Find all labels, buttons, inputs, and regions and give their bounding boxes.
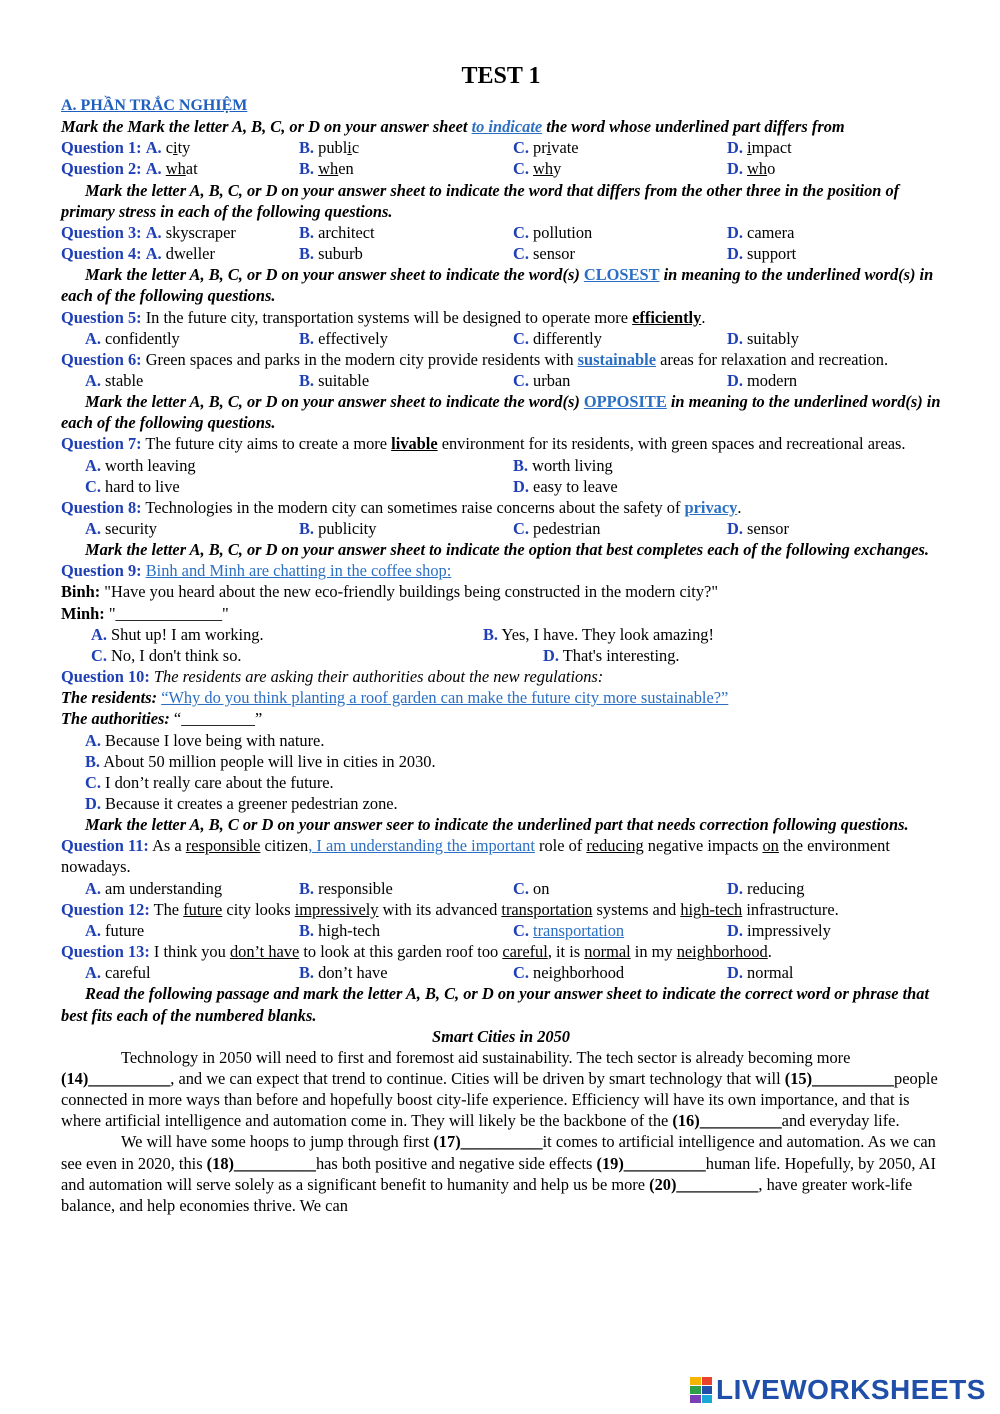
option-b[interactable]: B. responsible (299, 878, 393, 898)
option-b[interactable]: B. don’t have (299, 963, 388, 983)
option-a[interactable]: A. security (85, 519, 157, 538)
question-13: Question 13: I think you don’t have to look at this garden roof too careful, it is normal in my neighborhood. (61, 942, 772, 962)
question-9-options-1 (61, 624, 941, 645)
blank-19[interactable]: (19)__________ (596, 1153, 706, 1173)
question-2: Question 2: A. what B. when C. why D. who (61, 159, 776, 179)
question-11: Question 11: As a responsible citizen, I am understanding the important role of reducing negative impacts on the environment nowadays. (61, 836, 890, 877)
question-7: Question 7: The future city aims to create a more livable environment for its residents, with green spaces and recreational areas. (61, 434, 906, 454)
liveworksheets-logo-text: LIVEWORKSHEETS (716, 1374, 986, 1405)
option-a[interactable]: A. Shut up! I am working. (91, 624, 264, 644)
blank-17[interactable]: (17)__________ (433, 1132, 543, 1152)
option-b[interactable]: B. when (299, 159, 354, 179)
instruction-pronunciation: Mark the Mark the letter A, B, C, or D on your answer sheet to indicate the word whose underlined part differs from (61, 117, 845, 137)
question-11-options (61, 878, 941, 899)
question-12: Question 12: The future city looks impressively with its advanced transportation systems and high-tech infrastructure. (61, 899, 839, 919)
option-d[interactable]: D. who (727, 159, 776, 179)
liveworksheets-logo[interactable] (690, 1374, 986, 1406)
option-b[interactable]: B. suburb (299, 244, 363, 264)
dialogue-line-binh: Binh: "Have you heard about the new eco-friendly buildings being constructed in the modern city?" (61, 582, 719, 602)
question-4: Question 4: A. dweller B. suburb C. sensor D. support (61, 244, 797, 264)
option-c[interactable]: C. private (513, 138, 579, 158)
instruction-passage: Read the following passage and mark the letter A, B, C, or D on your answer sheet to indicate the correct word or phrase that best fits each of the numbered blanks. (61, 984, 930, 1025)
option-c[interactable]: C. sensor (513, 244, 575, 264)
instruction-opposite: Mark the letter A, B, C, or D on your answer sheet to indicate the word(s) OPPOSITE in meaning to the underlined word(s) in each of the following questions. (61, 392, 941, 433)
dialogue-line-authorities: The authorities: “_________” (61, 709, 263, 729)
option-c[interactable]: C. transportation (513, 920, 625, 940)
question-9: Question 9: Binh and Minh are chatting in the coffee shop: (61, 561, 452, 581)
option-b[interactable]: B. high-tech (299, 920, 381, 940)
worksheet-page (61, 58, 941, 1216)
passage-paragraph-1: Technology in 2050 will need to first and foremost aid sustainability. The tech sector is already becoming more (14)__________, and we can expect that trend to continue. Cities will be driven by smart technology that will (15)__________people connected in more ways than before and hopefully boost city-life experience. Efficiency will have its own importance, and that is where artificial intelligence and automation come in. They will likely be the backbone of the (16)__________and everyday life. (61, 1047, 938, 1131)
question-7-options-1 (61, 455, 941, 476)
option-b[interactable]: B. worth living (513, 455, 613, 475)
option-c[interactable]: C. on (513, 878, 550, 898)
option-c[interactable]: C. hard to live (85, 476, 180, 496)
instruction-correction: Mark the letter A, B, C or D on your answer seer to indicate the underlined part that needs correction following questions. (85, 815, 909, 835)
blank-20[interactable]: (20)__________ (649, 1174, 759, 1194)
option-d[interactable]: D. suitably (727, 328, 799, 348)
option-d[interactable]: D. That's interesting. (543, 645, 680, 665)
option-b[interactable]: B. About 50 million people will live in cities in 2030. (85, 751, 436, 771)
instruction-stress: Mark the letter A, B, C, or D on your answer sheet to indicate the word that differs from the other three in the position of primary stress in each of the following questions. (61, 180, 900, 221)
option-a[interactable]: A. worth leaving (85, 455, 196, 475)
question-12-options (61, 920, 941, 941)
option-b[interactable]: B. public (299, 138, 360, 158)
option-a[interactable]: A. Because I love being with nature. (85, 730, 325, 750)
question-6-options (61, 370, 941, 391)
instruction-exchanges: Mark the letter A, B, C, or D on your answer sheet to indicate the option that best completes each of the following exchanges. (85, 540, 929, 560)
question-3: Question 3: A. skyscraper B. architect C. pollution D. camera (61, 222, 795, 242)
question-9-options-2 (61, 645, 941, 666)
blank-14[interactable]: (14)__________ (61, 1068, 171, 1088)
question-8-options (61, 518, 941, 539)
option-b[interactable]: B. Yes, I have. They look amazing! (483, 624, 714, 644)
question-7-options-2 (61, 476, 941, 497)
liveworksheets-logo-icon (690, 1377, 712, 1403)
question-8: Question 8: Technologies in the modern city can sometimes raise concerns about the safety of privacy. (61, 497, 742, 517)
option-b[interactable]: B. publicity (299, 519, 377, 538)
option-a[interactable]: A. confidently (85, 328, 180, 348)
dialogue-line-residents: The residents: “Why do you think planting a roof garden can make the future city more sustainable?” (61, 688, 729, 708)
option-c[interactable]: C. pollution (513, 222, 593, 242)
option-b[interactable]: B. effectively (299, 328, 388, 348)
section-heading: A. PHẦN TRẮC NGHIỆM (61, 97, 248, 114)
option-a[interactable]: A. careful (85, 963, 151, 983)
page-title: TEST 1 (461, 63, 541, 89)
option-d[interactable]: D. modern (727, 370, 798, 390)
question-1: Question 1: A. city B. public C. private D. impact (61, 138, 792, 158)
question-6: Question 6: Green spaces and parks in the modern city provide residents with sustainable areas for relaxation and recreation. (61, 349, 889, 369)
option-a[interactable]: A. future (85, 920, 145, 940)
option-d[interactable]: D. impact (727, 138, 792, 158)
passage-title: Smart Cities in 2050 (432, 1026, 570, 1046)
option-c[interactable]: C. neighborhood (513, 963, 625, 983)
instruction-link[interactable]: to indicate (471, 117, 543, 137)
blank-16[interactable]: (16)__________ (672, 1111, 782, 1131)
option-d[interactable]: D. easy to leave (513, 476, 618, 496)
option-d[interactable]: D. Because it creates a greener pedestrian zone. (85, 793, 398, 813)
blank-15[interactable]: (15)__________ (784, 1068, 895, 1088)
option-d[interactable]: D. support (727, 244, 797, 264)
option-a[interactable]: A. stable (85, 370, 144, 390)
option-d[interactable]: D. sensor (727, 519, 789, 538)
question-5: Question 5: In the future city, transportation systems will be designed to operate more efficiently. (61, 307, 706, 327)
option-c[interactable]: C. why (513, 159, 562, 179)
option-c[interactable]: C. urban (513, 370, 571, 390)
option-d[interactable]: D. reducing (727, 878, 805, 898)
option-d[interactable]: D. normal (727, 963, 794, 983)
option-c[interactable]: C. pedestrian (513, 519, 601, 538)
instruction-closest: Mark the letter A, B, C, or D on your answer sheet to indicate the word(s) CLOSEST in meaning to the underlined word(s) in each of the following questions. (61, 265, 934, 306)
dialogue-line-minh: Minh: "_____________" (61, 603, 229, 623)
option-a[interactable]: A. am understanding (85, 878, 223, 898)
blank-18[interactable]: (18)__________ (206, 1153, 316, 1173)
option-d[interactable]: D. camera (727, 222, 795, 242)
option-d[interactable]: D. impressively (727, 920, 831, 940)
question-10: Question 10: The residents are asking their authorities about the new regulations: (61, 667, 604, 687)
option-c[interactable]: C. No, I don't think so. (91, 645, 242, 665)
option-b[interactable]: B. architect (299, 222, 375, 242)
option-b[interactable]: B. suitable (299, 370, 370, 390)
option-c[interactable]: C. differently (513, 328, 602, 348)
option-c[interactable]: C. I don’t really care about the future. (85, 772, 334, 792)
passage-paragraph-2: We will have some hoops to jump through first (17)__________it comes to artificial intelligence and automation. As we can see even in 2020, this (18)__________has both positive and negative side effects (19)__________human life. Hopefully, by 2050, AI and automation will serve solely as a significant benefit to humanity and help us be more (20)__________, have greater work-life balance, and help economies thrive. We can (61, 1132, 936, 1215)
question-13-options (61, 962, 941, 983)
question-5-options (61, 328, 941, 349)
